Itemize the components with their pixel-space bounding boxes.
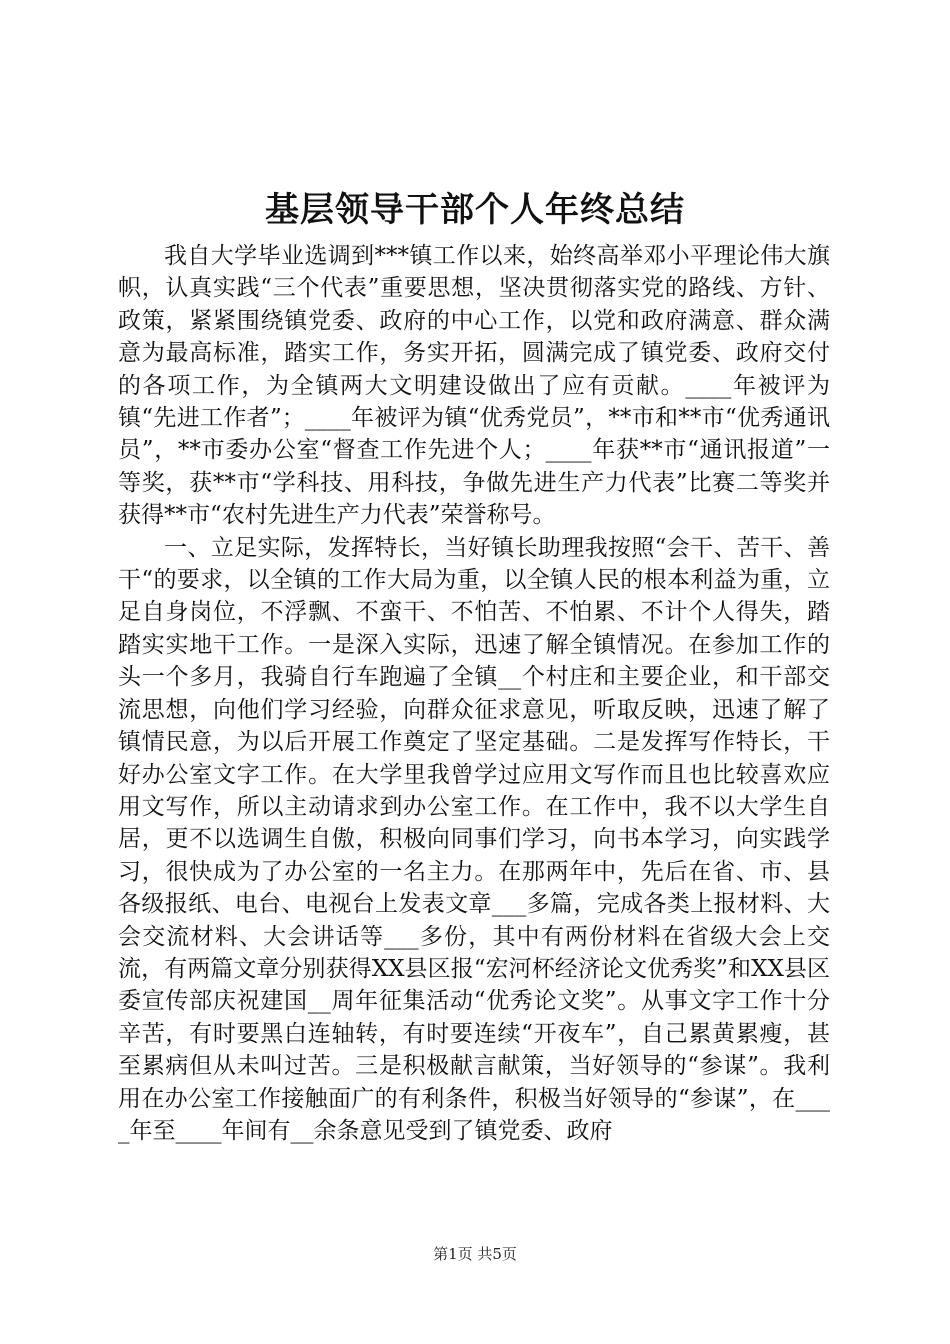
document-body (118, 240, 830, 1147)
paragraph-intro: 我自大学毕业选调到***镇工作以来，始终高举邓小平理论伟大旗帜，认真实践“三个代表”重要思想，坚决贯彻落实党的路线、方针、政策，紧紧围绕镇党委、政府的中心工作，以党和政府满意、群众满意为最高标准，踏实工作，务实开拓，圆满完成了镇党委、政府交付的各项工作，为全镇两大文明建设做出了应有贡献。____年被评为镇“先进工作者”；____年被评为镇“优秀党员”，**市和**市“优秀通讯员”，**市委办公室“督查工作先进个人；____年获**市“通讯报道”一等奖，获**市“学科技、用科技，争做先进生产力代表”比赛二等奖并获得**市“农村先进生产力代表”荣誉称号。 (118, 243, 830, 529)
page-number: 第1页 共5页 (433, 1245, 517, 1263)
document-title: 基层领导干部个人年终总结 (265, 190, 685, 230)
paragraph-section-one: 一、立足实际，发挥特长，当好镇长助理我按照“会干、苦干、善干“的要求，以全镇的工作大局为重，以全镇人民的根本利益为重，立足自身岗位，不浮飘、不蛮干、不怕苦、不怕累、不计个人得失，踏踏实实地干工作。一是深入实际，迅速了解全镇情况。在参加工作的头一个多月，我骑自行车跑遍了全镇__个村庄和主要企业，和干部交流思想，向他们学习经验，向群众征求意见，听取反映，迅速了解了镇情民意，为以后开展工作奠定了坚定基础。二是发挥写作特长，干好办公室文字工作。在大学里我曾学过应用文写作而且也比较喜欢应用文写作，所以主动请求到办公室工作。在工作中，我不以大学生自居，更不以选调生自傲，积极向同事们学习，向书本学习，向实践学习，很快成为了办公室的一名主力。在那两年中，先后在省、市、县各级报纸、电台、电视台上发表文章___多篇，完成各类上报材料、大会交流材料、大会讲话等___多份，其中有两份材料在省级大会上交流，有两篇文章分别获得XX县区报“宏河杯经济论文优秀奖”和XX县区委宣传部庆祝建国__周年征集活动“优秀论文奖”。从事文字工作十分辛苦，有时要黑白连轴转，有时要连续“开夜车”，自己累黄累瘦，甚至累病但从未叫过苦。三是积极献言献策，当好领导的“参谋”。我利用在办公室工作接触面广的有利条件，积极当好领导的“参谋”，在____年至____年间有__余条意见受到了镇党委、政府 (118, 534, 830, 1144)
